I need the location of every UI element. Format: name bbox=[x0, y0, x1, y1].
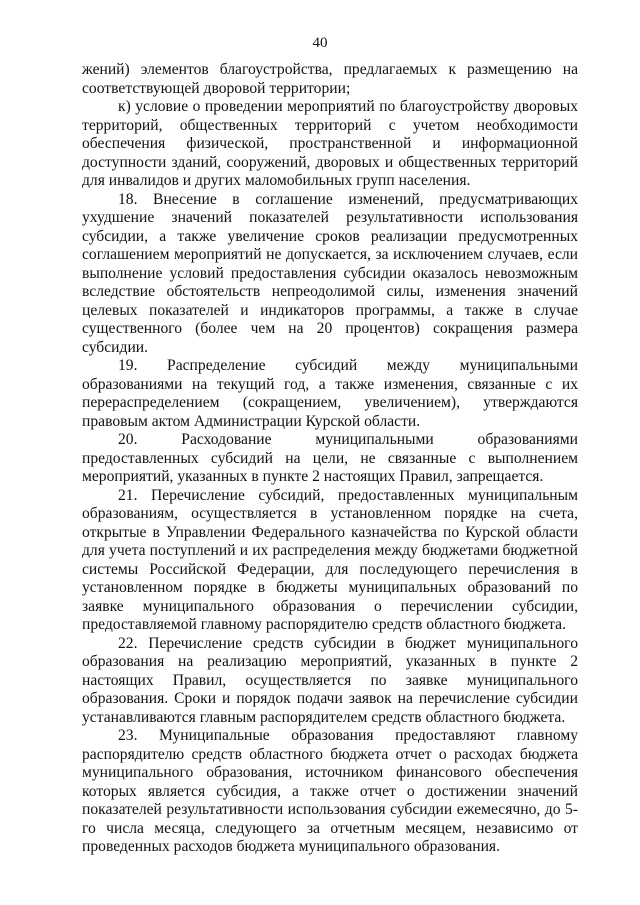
paragraph-22: 22. Перечисление средств субсидии в бюджет муниципального образования на реализацию мероприятий, указанных в пункте 2 настоящих Правил, осуществляется по заявке муниципального образования. Сроки и порядок подачи заявок на перечисление субсидии устанавливаются главным распорядителем средств областного бюджета. bbox=[82, 634, 578, 726]
paragraph-19: 19. Распределение субсидий между муниципальными образованиями на текущий год, а также изменения, связанные с их перераспределением (сокращением, увеличением), утверждаются правовым актом Администрации Курской области. bbox=[82, 357, 578, 430]
document-body bbox=[82, 61, 578, 857]
paragraph-23: 23. Муниципальные образования предоставляют главному распорядителю средств областного бюджета отчет о расходах бюджета муниципального образования, источником финансового обеспечения которых является субсидия, а также отчет о достижении значений показателей результативности использования субсидии ежемесячно, до 5-го числа месяца, следующего за отчетным месяцем, независимо от проведенных расходов бюджета муниципального образования. bbox=[82, 727, 578, 855]
paragraph-21: 21. Перечисление субсидий, предоставленных муниципальным образованиям, осуществляется в установленном порядке на счета, открытые в Управлении Федерального казначейства по Курской области для учета поступлений и их распределения между бюджетами бюджетной системы Российской Федерации, для последующего перечисления в установленном порядке в бюджеты муниципальных образований по заявке муниципального образования о перечислении субсидии, предоставляемой главному распорядителю средств областного бюджета. bbox=[82, 486, 578, 633]
paragraph-20: 20. Расходование муниципальными образованиями предоставленных субсидий на цели, не связанные с выполнением мероприятий, указанных в пункте 2 настоящих Правил, запрещается. bbox=[82, 431, 578, 485]
paragraph-item-k: к) условие о проведении мероприятий по благоустройству дворовых территорий, общественных территорий с учетом необходимости обеспечения физической, пространственной и информационной доступности зданий, сооружений, дворовых и общественных территорий для инвалидов и других маломобильных групп населения. bbox=[82, 98, 578, 189]
page-number: 40 bbox=[312, 35, 328, 51]
paragraph-18: 18. Внесение в соглашение изменений, предусматривающих ухудшение значений показателей результативности использования субсидии, а также увеличение сроков реализации предусмотренных соглашением мероприятий не допускается, за исключением случаев, если выполнение условий предоставления субсидии оказалось невозможным вследствие обстоятельств непреодолимой силы, изменения значений целевых показателей и индикаторов программы, а также в случае существенного (более чем на 20 процентов) сокращения размера субсидии. bbox=[82, 190, 578, 356]
paragraph-continuation: жений) элементов благоустройства, предлагаемых к размещению на соответствующей дворовой территории; bbox=[82, 61, 578, 97]
